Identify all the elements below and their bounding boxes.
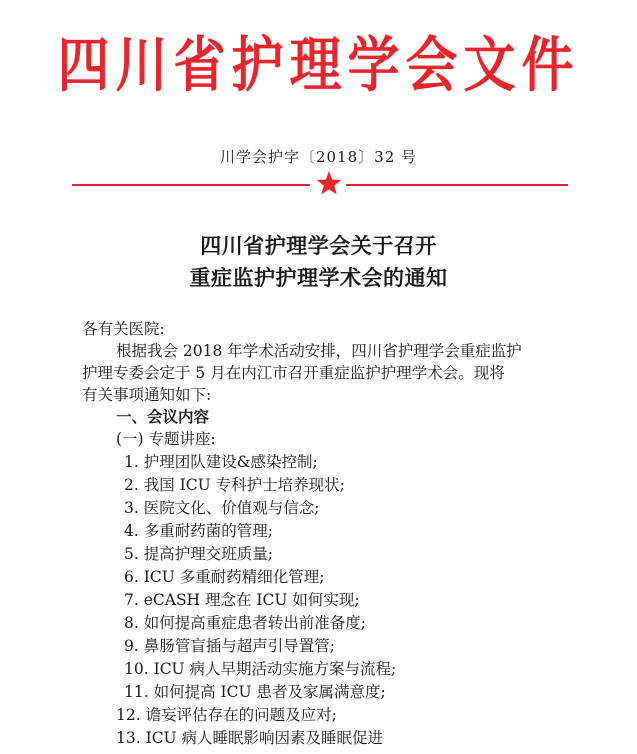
paragraph-line: 护理专委会定于 5 月在内江市召开重症监护护理学术会。现将 [82, 364, 505, 382]
list-item: 8. 如何提高重症患者转出前准备度; [124, 614, 366, 632]
notice-title-line2: 重症监护护理学术会的通知 [189, 266, 448, 290]
list-item: 7. eCASH 理念在 ICU 如何实现; [124, 591, 360, 609]
salutation: 各有关医院: [82, 320, 165, 338]
list-item: 2. 我国 ICU 专科护士培养现状; [124, 476, 345, 494]
star-icon [316, 170, 342, 196]
divider-rule-left [72, 184, 310, 186]
list-item: 5. 提高护理交班质量; [124, 545, 273, 563]
list-item: 6. ICU 多重耐药精细化管理; [124, 568, 325, 586]
org-header-title: 四川省护理学会文件 [57, 31, 580, 101]
list-item: 1. 护理团队建设&感染控制; [124, 453, 318, 471]
document-number: 川学会护字〔2018〕32 号 [219, 148, 418, 166]
paragraph-line: 有关事项通知如下: [82, 386, 212, 404]
list-item: 12. 谵妄评估存在的问题及应对; [116, 706, 337, 724]
list-item: 3. 医院文化、价值观与信念; [124, 499, 320, 517]
list-item: 13. ICU 病人睡眠影响因素及睡眠促进 [116, 729, 384, 747]
list-item: 9. 鼻肠管盲插与超声引导置管; [124, 637, 335, 655]
section-heading: 一、会议内容 [116, 408, 210, 426]
paragraph-line: 根据我会 2018 年学术活动安排，四川省护理学会重症监护 [116, 342, 522, 360]
list-item: 4. 多重耐药菌的管理; [124, 522, 273, 540]
subsection-heading: (一) 专题讲座: [116, 430, 216, 448]
divider-rule-right [346, 184, 568, 186]
list-item: 10. ICU 病人早期活动实施方案与流程; [124, 660, 397, 678]
list-item: 11. 如何提高 ICU 患者及家属满意度; [124, 683, 386, 701]
notice-title-line1: 四川省护理学会关于召开 [200, 234, 437, 258]
